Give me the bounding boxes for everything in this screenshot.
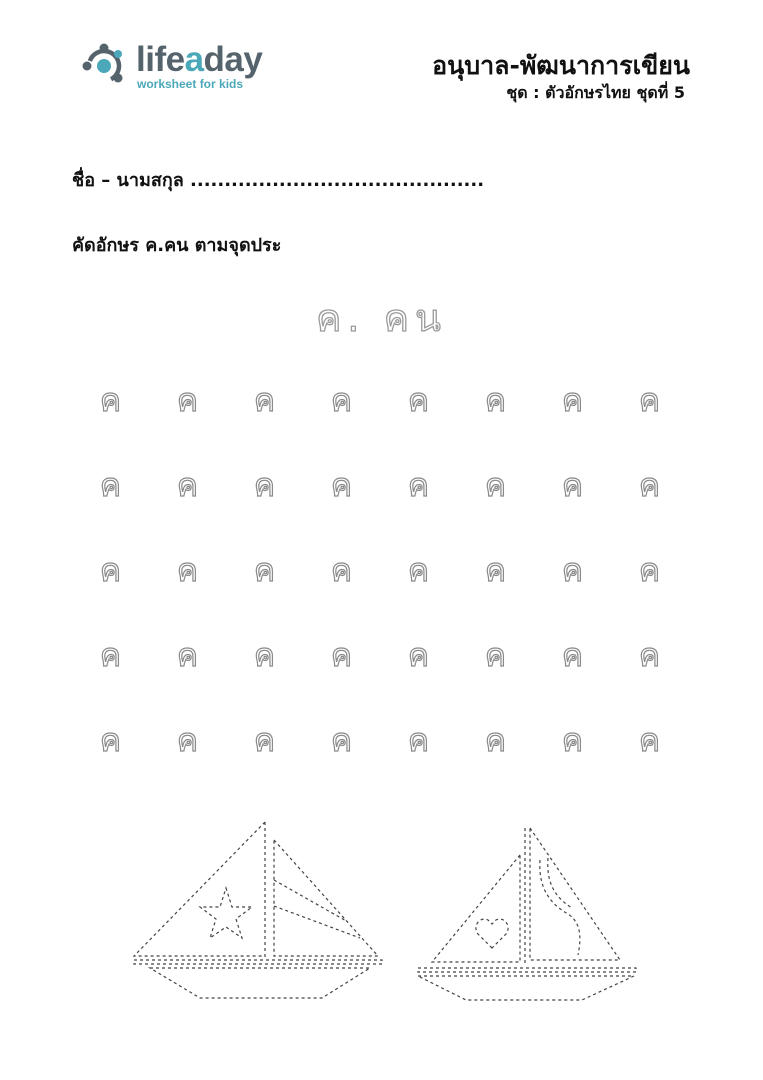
sailboat-illustrations (0, 810, 763, 1020)
page-subtitle: ชุด : ตัวอักษรไทย ชุดที่ 5 (506, 83, 685, 102)
trace-letter: ค (330, 381, 353, 419)
trace-letter: ค (99, 381, 122, 419)
trace-letter: ค (484, 381, 507, 419)
trace-letter: ค (330, 551, 353, 589)
logo-tagline: worksheet for kids (137, 77, 244, 91)
trace-letter: ค (253, 636, 276, 674)
trace-letter: ค (176, 381, 199, 419)
practice-grid (72, 370, 688, 770)
trace-letter: ค (253, 721, 276, 759)
trace-letter: ค (253, 551, 276, 589)
trace-letter: ค (638, 721, 661, 759)
trace-letter: ค (253, 466, 276, 504)
trace-letter: ค (176, 721, 199, 759)
heart-icon (476, 919, 508, 948)
trace-letter: ค (561, 636, 584, 674)
trace-letter: ค (99, 466, 122, 504)
practice-row (72, 370, 688, 455)
sailboat-heart-illustration (418, 828, 636, 1000)
trace-letter: ค (561, 551, 584, 589)
trace-letter: ค (484, 551, 507, 589)
logo-wordmark: lifeaday (136, 40, 263, 79)
trace-letter: ค (253, 381, 276, 419)
trace-letter: ค (638, 466, 661, 504)
trace-letter: ค (638, 636, 661, 674)
name-field-line: ชื่อ – นามสกุล ........................................... (72, 170, 485, 191)
trace-letter: ค (484, 636, 507, 674)
trace-letter: ค (638, 551, 661, 589)
trace-letter: ค (176, 636, 199, 674)
trace-letter: ค (99, 636, 122, 674)
trace-letter: ค (407, 381, 430, 419)
trace-letter: ค (407, 551, 430, 589)
instruction-text: คัดอักษร ค.คน ตามจุดประ (72, 235, 282, 256)
sailboat-star-illustration (134, 822, 382, 998)
trace-title: ค. คน (316, 296, 447, 340)
page-title: อนุบาล-พัฒนาการเขียน (432, 51, 690, 80)
trace-letter: ค (561, 381, 584, 419)
trace-letter: ค (330, 636, 353, 674)
trace-letter: ค (176, 466, 199, 504)
practice-row (72, 540, 688, 625)
trace-letter: ค (484, 466, 507, 504)
logo-molecule-icon (82, 40, 134, 92)
trace-letter: ค (407, 466, 430, 504)
trace-letter: ค (176, 551, 199, 589)
trace-letter: ค (638, 381, 661, 419)
trace-letter: ค (407, 636, 430, 674)
practice-row (72, 710, 688, 795)
practice-row (72, 625, 688, 710)
trace-letter: ค (99, 551, 122, 589)
trace-letter: ค (561, 721, 584, 759)
star-icon (200, 888, 252, 938)
trace-letter: ค (99, 721, 122, 759)
trace-letter: ค (407, 721, 430, 759)
practice-row (72, 455, 688, 540)
trace-letter: ค (484, 721, 507, 759)
trace-letter: ค (330, 466, 353, 504)
brand-logo (82, 38, 282, 98)
trace-letter: ค (561, 466, 584, 504)
trace-letter: ค (330, 721, 353, 759)
